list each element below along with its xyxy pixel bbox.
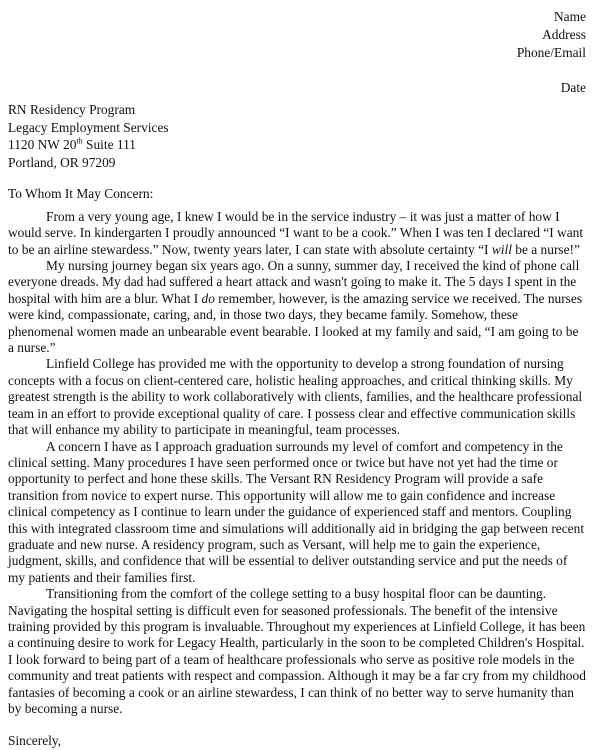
paragraph-4: A concern I have as I approach graduation surrounds my level of comfort and competency in the clinical setting. Many procedures I have seen performed once or twice but have not yet had the time or opportunity to perfect and hone these skills. The Versant RN Residency Program will provide a safe transition from novice to expert nurse. This opportunity will allow me to gain confidence and increase clinical competency as I continue to learn under the guidance of experienced staff and mentors. Coupling this with integrated classroom time and simulations will additionally aid in bridging the gap between recent graduate and new nurse. A residency program, such as Versant, will help me to gain the experience, judgment, skills, and confidence that will be essential to deliver outstanding service and put the needs of my patients and their families first.: [8, 438, 585, 585]
paragraph-2-text-a: My nursing journey began six years ago. On a sunny, summer day, I received the kind of phone call everyone dreads. My dad had suffered a heart attack and wasn't going to make it. The 5 days I spent in the hospital with him are a blur. What I: [8, 258, 580, 306]
paragraph-2-emphasis: do: [201, 290, 215, 306]
paragraph-1-text: From a very young age, I knew I would be in the service industry – it was just a matter of how I would serve. In kindergarten I proudly announced “I want to be a cook.” When I was ten I declared “I want to be an airline stewardess.” Now, twenty years later, I can state with absolute certainty “I: [8, 208, 584, 257]
recipient-company: Legacy Employment Services: [8, 119, 169, 135]
letter-page: [8, 8, 586, 750]
paragraph-5: Transitioning from the comfort of the college setting to a busy hospital floor can be daunting. Navigating the hospital setting is difficult even for seasoned professionals. The benefit of the intensive training provided by this program is invaluable. Throughout my experiences at Linfield College, it has been a continuing desire to work for Legacy Health, particularly in the soon to be completed Children's Hospital. I look forward to being part of a team of healthcare professionals who serve as positive role models in the community and treat patients with respect and compassion. Although it may be a far cry from my childhood fantasies of becoming a cook or an airline stewardess, I can think of no better way to serve humanity than by becoming a nurse.: [8, 586, 586, 716]
recipient-street-suite: Suite 111: [82, 137, 136, 153]
sender-address: Address: [542, 27, 586, 42]
recipient-program: RN Residency Program: [8, 102, 136, 118]
sender-name: Name: [554, 9, 586, 24]
recipient-street: [8, 136, 586, 154]
paragraph-2: [8, 258, 586, 356]
recipient-street-number: 1120 NW 20: [8, 137, 77, 153]
sender-contact: Phone/Email: [516, 45, 586, 60]
recipient-city: Portland, OR 97209: [8, 154, 116, 170]
letter-body: [8, 209, 586, 718]
paragraph-3: Linfield College has provided me with the opportunity to develop a strong foundation of nursing concepts with a focus on client-centered care, holistic healing approaches, and critical thinking skills. My greatest strength is the ability to work collaboratively with clients, families, and the healthcare professional team in an effort to provide exceptional quality of care. I possess clear and effective communication skills that will enhance my ability to participate in meaningful, team processes.: [8, 356, 583, 438]
paragraph-1-end: be a nurse!”: [511, 241, 580, 257]
sender-block: [8, 8, 586, 62]
paragraph-1: [8, 209, 586, 258]
paragraph-2-text-b: remember, however, is the amazing service we received. The nurses were kind, compassionate, caring, and, in those two days, they became family. Somehow, these phenomenal women made an unbearable event bearable. I looked at my family and said, “I am going to be a nurse.”: [8, 290, 583, 356]
paragraph-1-emphasis: will: [491, 241, 512, 257]
recipient-street-suffix: th: [76, 136, 83, 146]
closing: Sincerely,: [8, 733, 62, 749]
recipient-block: [8, 101, 586, 171]
salutation: To Whom It May Concern:: [8, 186, 154, 202]
letter-date: Date: [560, 80, 586, 95]
